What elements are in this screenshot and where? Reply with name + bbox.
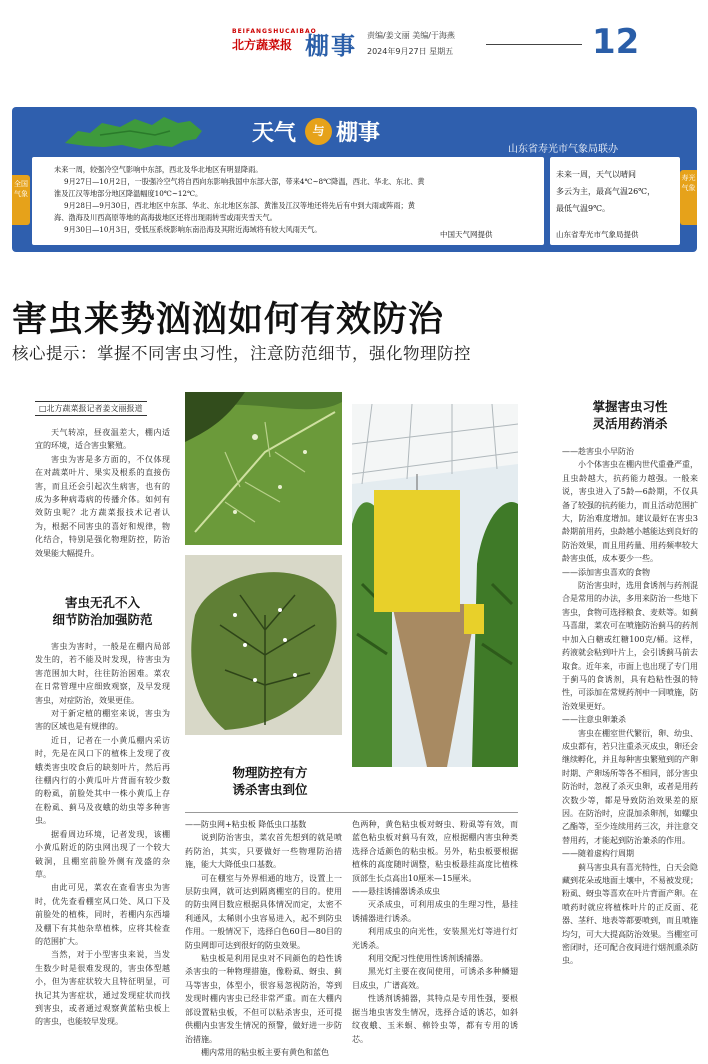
paragraph: 防治害虫时，选用食诱剂与药剂混合是常用的办法，多用来防治一些地下害虫，食物可选择粮食、麦麸等。如蓟马喜甜，菜农可在喷施防治蓟马的药剂中加入白糖或红糖100克/桶。这样，药液就会粘到叶片上，会引诱蓟马前去取食。近年来，市面上也出现了专门用于蓟马的食诱剂，具有趋粘性强的特性，可添加在常规药剂中一同喷施，防治效果更好。 xyxy=(562,581,698,711)
paragraph: 天气转凉，昼夜温差大，棚内适宜的环境，适合害虫繁殖。 xyxy=(35,428,170,451)
paragraph: 灭杀成虫，可利用成虫的生理习性，悬挂诱捕器进行诱杀。 xyxy=(352,900,518,923)
paragraph: 害虫为害时，一般是在棚内局部发生的，若不能及时发现，待害虫为害范围加大时，往往防治困难。菜农在日常管理中应细致观察，及早发现害虫，对症防治，效果更佳。 xyxy=(35,642,170,705)
paragraph: 近日，记者在一小黄瓜棚内采访时，先是在风口下的植株上发现了夜蛾类害虫咬食后的缺刻叶片，然后再往棚内行的小黄瓜叶片背面有较少数的粉虱，前脸处其中一株小黄瓜上存在粉虱、蓟马及夜蛾的幼虫等多种害虫。 xyxy=(35,735,170,826)
paragraph: 害虫在棚室世代繁衍，卵、幼虫、成虫都有，若只注重杀灭成虫，卵还会继续孵化，并且每种害虫繁殖到的产卵时期、产卵场所等各不相同，部分害虫防治时，忽视了杀灭虫卵，或者是用药次数少等，都是导致防治效果差的原因。在防治时，应混加杀卵剂，如螺虫乙酯等，至少连续用药三次，并注意交替用药，才能起到防治兼杀的作用。 xyxy=(562,728,698,845)
paragraph: 性诱剂诱捕器，其特点是专用性强，要根据当地虫害发生情况，选择合适的诱芯，如斜纹夜蛾、玉米螟、棉铃虫等，都有专用的诱芯。 xyxy=(352,994,518,1044)
forecast-line: 海、渤海及川西高原等地的高海拔地区还将出现雨转雪或雨夹雪天气。 xyxy=(54,213,277,222)
local-forecast-source: 山东省寿光市气象局提供 xyxy=(556,230,639,239)
newspaper-logo-pinyin: BEIFANGSHUCAIBAO xyxy=(232,28,317,35)
article-byline: □北方蔬菜报记者姜文丽报道 xyxy=(35,401,147,416)
section-title: 棚事 xyxy=(305,32,357,60)
paragraph-heading: ——随着虚构行周期 xyxy=(562,849,634,859)
paragraph-heading: ——悬挂诱捕器诱杀成虫 xyxy=(352,887,440,897)
newspaper-logo: 北方蔬菜报 xyxy=(232,38,293,52)
paragraph: 蓟马害虫具有喜光特性，白天会隐藏到花朵或地面土壤中，不易被发现；粉虱、蚜虫等喜欢在叶片背面产卵。在喷药时就应将植株叶片的正反面、花器、茎秆、地表等都要喷到，而且喷施均匀，可大大提高防治效果。当棚室可密闭时，还可配合夜间进行烟剂熏杀防虫。 xyxy=(562,862,698,966)
paragraph: 据看周边环境，记者发现，该棚小黄瓜附近的防虫网出现了一个较大破洞，且棚室前脸外侧有茂盛的杂草。 xyxy=(35,829,170,879)
paragraph-heading: ——添加害虫喜欢的食物 xyxy=(562,567,650,577)
forecast-line: 9月27日—10月2日，一股强冷空气将自西向东影响我国中东部大部，带来4℃~8℃降温，西北、华北、东北、黄 xyxy=(64,177,425,186)
leaf-pests-photo xyxy=(185,392,342,545)
paragraph: 利用交配习性使用性诱剂诱捕器。 xyxy=(368,954,488,964)
subsection-title: 害虫无孔不入 细节防治加强防范 xyxy=(52,595,153,627)
paragraph: 害虫为害是多方面的，不仅体现在对蔬菜叶片、果实及根系的直接伤害，而且还会引起次生病害，也有的成为多种病毒病的传播介体。如何有效防虫呢？北方蔬菜报技术记者认为，根据不同害虫的喜好和规律，物化结合，特别是强化物理防控，防治效果能大幅提升。 xyxy=(35,454,170,558)
paragraph: 利用成虫的向光性，安装黑光灯等进行灯光诱杀。 xyxy=(352,927,518,950)
divider xyxy=(185,812,518,813)
forecast-line: 多云为主，最高气温26℃， xyxy=(556,187,656,196)
local-forecast xyxy=(556,166,676,217)
article-headline: 害虫来势汹汹如何有效防治 xyxy=(12,300,445,340)
editor-credits: 责编/姜文丽 美编/于海燕 xyxy=(367,31,455,40)
paragraph: 粘虫板是利用昆虫对不同颜色的趋性诱杀害虫的一种物理措施，像粉虱、蚜虫、蓟马等害虫，体型小，很容易忽视防治，等到发现时棚内害虫已经非常严重。而在大棚内部设置粘虫板，不但可以粘杀害虫，还可提供棚内虫害发生情况的预警，做好进一步防治措施。 xyxy=(185,954,342,1044)
paragraph: 棚内常用的粘虫板主要有黄色和蓝色 xyxy=(201,1047,329,1057)
subsection-title: 掌握害虫习性 灵活用药消杀 xyxy=(592,399,668,431)
weather-title-left: 天气 xyxy=(252,121,297,146)
forecast-line: 淮及江汉等地部分地区降温幅度10℃~12℃。 xyxy=(54,189,203,198)
column-2-body xyxy=(185,818,342,1060)
forecast-line: 9月30日—10月3日，受低压系统影响东南沿海及其附近海域将有较大风雨天气。 xyxy=(64,225,322,234)
paragraph: 小个体害虫在棚内世代重叠严重，且虫龄越大，抗药能力越强。一般来说，害虫进入了5龄—6龄期，不仅具备了较强的抗药能力，而且活动范围扩大，防治难度增加。建议最好在害虫3龄期前用药，虫龄越小越能达到良好的防治效果，而且用药量、用药频率较大龄害虫低，成本要少一些。 xyxy=(562,460,698,564)
article-subhead: 核心提示：掌握不同害虫习性，注意防范细节，强化物理防控 xyxy=(12,344,471,363)
greenhouse-sticky-trap-photo xyxy=(352,404,518,767)
paragraph: 黑光灯主要在夜间使用，可诱杀多种鳞翅目成虫，广谱高效。 xyxy=(352,967,518,990)
paragraph: 色两种，黄色粘虫板对蚜虫、粉虱等有效，而蓝色粘虫板对蓟马有效，应根据棚内害虫种类选择合适颜色的粘虫板。另外，粘虫板要根据植株的高度随时调整，粘虫板悬挂高度比植株顶部生长点高出10厘米—15厘米。 xyxy=(352,820,518,883)
paragraph-heading: ——防虫网+粘虫板 降低虫口基数 xyxy=(185,820,307,829)
national-forecast xyxy=(54,164,536,236)
paragraph: 当然，对于小型害虫来说，当发生数少时是很难发现的，害虫体型越小，但为害症状较大且特征明显，可执记其为害症状，通过发现症状而找到害虫，或者通过观察黄蓝粘虫板上的害虫，也能较早发现。 xyxy=(35,950,170,1027)
forecast-line: 未来一周，较强冷空气影响中东部，西北及华北地区有明显降雨。 xyxy=(54,165,263,174)
issue-date: 2024年9月27日 星期五 xyxy=(367,47,454,56)
page-number: 12 xyxy=(592,22,640,62)
masthead-rule xyxy=(486,44,582,45)
weather-title-right: 棚事 xyxy=(336,121,381,146)
column-3-body xyxy=(352,818,518,1060)
photo-caption: 物理防控有方 诱杀害虫到位 xyxy=(232,765,308,797)
paragraph: 对于新定植的棚室来说，害虫为害的区域也是有规律的。 xyxy=(35,709,170,732)
national-forecast-source: 中国天气网提供 xyxy=(440,230,493,239)
column-4-body xyxy=(562,445,698,1060)
weather-title-connector: 与 xyxy=(305,118,332,145)
forecast-line: 最低气温9℃。 xyxy=(556,204,611,213)
whitefly-leaf-photo xyxy=(185,555,342,735)
paragraph: 说到防治害虫，菜农首先想到的就是喷药防治，其实，只要做好一些物理防治措施，能大大降低虫口基数。 xyxy=(185,833,342,870)
paragraph: 可在棚室与外界相通的地方，设置上一层防虫网，就可达到隔离棚室的目的。使用的防虫网目数应根据具体情况而定，太密不利通风，太稀则小虫容易进入，起不到防虫作用。一般情况下，选择白色60目—80目的防虫网即可达到很好的防虫效果。 xyxy=(185,873,342,950)
china-map-icon xyxy=(60,113,210,151)
forecast-line: 未来一周，天气以晴间 xyxy=(556,170,636,179)
intro-column xyxy=(35,426,170,570)
paragraph: 由此可见，菜农在查看害虫为害时，优先查看棚室风口处、风口下及前脸处的植株，同时，若棚内东西墙及棚下有其他杂草植株，应将其检查的范围扩大。 xyxy=(35,883,170,946)
paragraph-heading: ——注意虫卵兼杀 xyxy=(562,715,626,725)
national-weather-tag: 全国气象 xyxy=(12,175,30,225)
forecast-line: 9月28日—9月30日，西北地区中东部、华北、东北地区东部、黄淮及江汉等地还将先后有中到大雨或阵雨；黄 xyxy=(64,201,415,210)
column-1-body xyxy=(35,640,170,1060)
local-weather-tag: 寿光气象 xyxy=(680,170,697,225)
paragraph-heading: ——趁害虫小早防治 xyxy=(562,447,634,456)
weather-bureau: 山东省寿光市气象局联办 xyxy=(508,144,618,155)
